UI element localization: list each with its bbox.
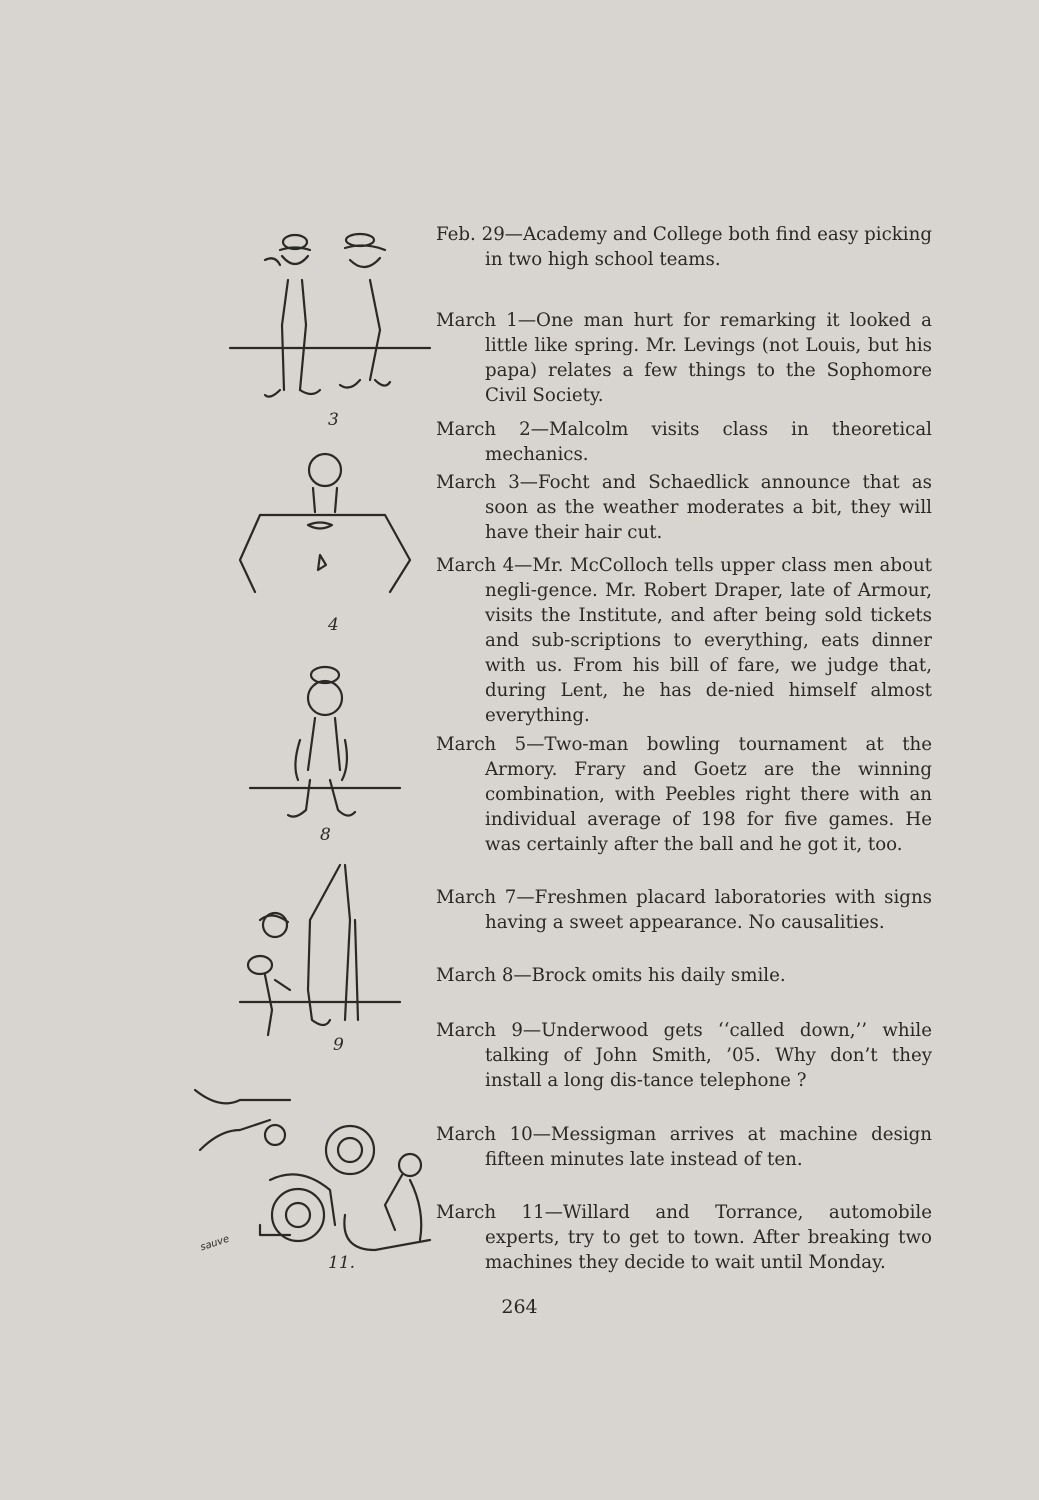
page-number: 264	[501, 1296, 538, 1318]
entry-text: Underwood gets ‘‘called down,’’ while talking of John Smith, ’05. Why don’t they install a long dis-tance telephone ?	[485, 1020, 932, 1091]
entry-text: Malcolm visits class in theoretical mechanics.	[485, 419, 932, 465]
entry-date: Feb. 29	[436, 224, 505, 245]
entry-text: Freshmen placard laboratories with signs having a sweet appearance. No causalities.	[485, 887, 932, 933]
entry-date: March 5	[436, 734, 527, 755]
entry-date: March 2	[436, 419, 531, 440]
entry-text: Mr. McColloch tells upper class men about negli-gence. Mr. Robert Draper, late of Armour, visits the Institute, and after being sold tickets and sub-scriptions to everything, eats dinner with us. From his bill of fare, we judge that, during Lent, he has de-nied himself almost everything.	[485, 555, 932, 726]
entry-date: March 4	[436, 555, 515, 576]
entry-march-2: March 2—Malcolm visits class in theoretical mechanics.	[436, 419, 932, 465]
cartoon-man-at-table-figure	[240, 454, 410, 592]
figure-label-8: 8	[320, 825, 331, 845]
entry-march-7: March 7—Freshmen placard laboratories with signs having a sweet appearance. No causalities.	[436, 887, 932, 933]
entry-march-4: March 4—Mr. McColloch tells upper class men about negli-gence. Mr. Robert Draper, late of Armour, visits the Institute, and after being sold tickets and sub-scriptions to everything, eats dinner with us. From his bill of fare, we judge that, during Lent, he has de-nied himself almost everything.	[436, 555, 932, 726]
artist-signature: sauve	[199, 1233, 231, 1254]
entry-date: March 10	[436, 1124, 533, 1145]
entry-date: March 8	[436, 965, 514, 986]
entry-text: Academy and College both find easy picking in two high school teams.	[485, 224, 932, 270]
figure-label-9: 9	[333, 1035, 344, 1055]
entry-text: Messigman arrives at machine design fifteen minutes late instead of ten.	[485, 1124, 933, 1170]
entry-text: Focht and Schaedlick announce that as soon as the weather moderates a bit, they will have their hair cut.	[485, 472, 932, 543]
entry-march-3: March 3—Focht and Schaedlick announce that as soon as the weather moderates a bit, they will have their hair cut.	[436, 472, 932, 543]
entry-march-9: March 9—Underwood gets ‘‘called down,’’ while talking of John Smith, ’05. Why don’t they install a long dis-tance telephone ?	[436, 1020, 932, 1091]
figure-label-4: 4	[328, 615, 339, 635]
entry-text: Two-man bowling tournament at the Armory. Frary and Goetz are the winning combination, with Peebles right there with an individual average of 198 for five games. He was certainly after the ball and he got it, too.	[485, 734, 932, 855]
entry-text: Brock omits his daily smile.	[531, 965, 786, 986]
entry-date: March 7	[436, 887, 517, 908]
cartoon-tall-and-short-men-figure	[240, 865, 400, 1035]
entry-date: March 9	[436, 1020, 523, 1041]
entry-date: March 1	[436, 310, 518, 331]
entry-march-8: March 8—Brock omits his daily smile.	[436, 965, 786, 986]
cartoon-illustrations	[180, 220, 440, 1280]
entry-date: March 11	[436, 1202, 545, 1223]
entry-march-11: March 11—Willard and Torrance, automobile experts, try to get to town. After breaking two machines they decide to wait until Monday.	[436, 1202, 932, 1273]
entry-text: One man hurt for remarking it looked a little like spring. Mr. Levings (not Louis, but his papa) relates a few things to the Sophomore Civil Society.	[485, 310, 932, 406]
cartoon-sad-man-figure	[250, 667, 400, 817]
cartoon-automobile-wreck-figure	[195, 1090, 430, 1250]
entry-march-10: March 10—Messigman arrives at machine design fifteen minutes late instead of ten.	[436, 1124, 933, 1170]
cartoon-two-men-figure	[230, 234, 430, 397]
entry-text: Willard and Torrance, automobile experts, try to get to town. After breaking two machines they decide to wait until Monday.	[485, 1202, 932, 1273]
figure-label-11: 11.	[328, 1253, 356, 1273]
entry-date: March 3	[436, 472, 520, 493]
entry-march-5: March 5—Two-man bowling tournament at the Armory. Frary and Goetz are the winning combination, with Peebles right there with an individual average of 198 for five games. He was certainly after the ball and he got it, too.	[436, 734, 932, 855]
entry-feb-29: Feb. 29—Academy and College both find easy picking in two high school teams.	[436, 224, 932, 270]
entry-march-1: March 1—One man hurt for remarking it looked a little like spring. Mr. Levings (not Louis, but his papa) relates a few things to the Sophomore Civil Society.	[436, 310, 932, 406]
margin-cartoons	[180, 220, 440, 1280]
figure-label-3: 3	[328, 410, 339, 430]
